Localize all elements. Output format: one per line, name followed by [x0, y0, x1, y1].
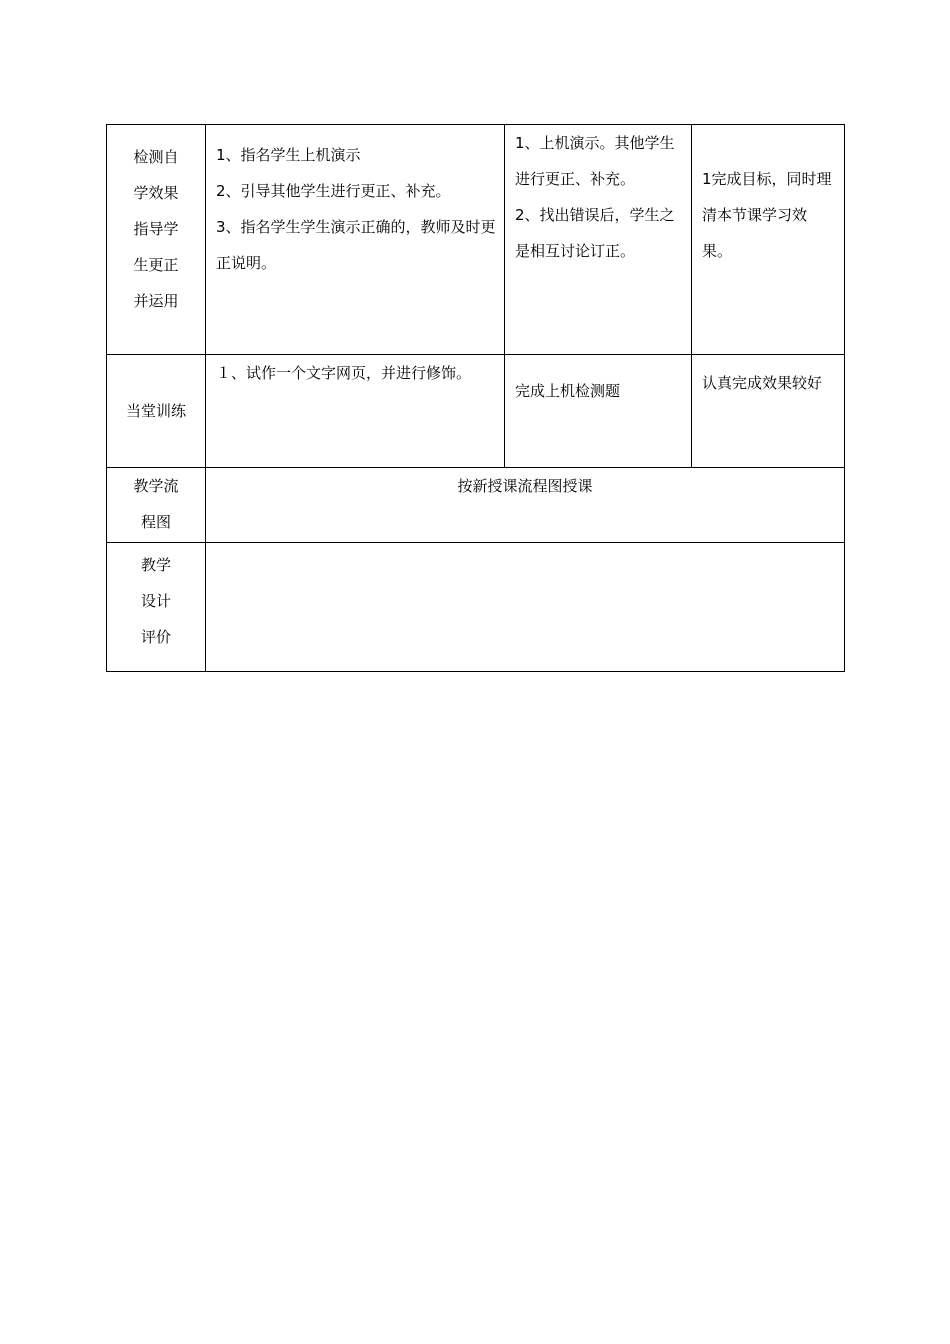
row-label-cell — [107, 125, 206, 355]
teacher-activity-text: １、试作一个文字网页，并进行修饰。 — [216, 364, 472, 382]
student-activity-cell — [505, 355, 692, 468]
student-activity-text: 完成上机检测题 — [515, 382, 621, 400]
teacher-activity-cell — [206, 125, 505, 355]
row-label-teaching-flowchart: 教学流 程图 — [133, 477, 179, 531]
table-row — [107, 125, 845, 355]
lesson-plan-table — [106, 124, 845, 672]
row-label-cell — [107, 468, 206, 543]
design-purpose-text: 1完成目标，同时理清本节课学习效果。 — [702, 170, 832, 260]
teacher-activity-text: 1、指名学生上机演示 2、引导其他学生进行更正、补充。 3、指名学生学生演示正确的，教师及时更正说明。 — [216, 146, 496, 272]
teacher-activity-cell — [206, 355, 505, 468]
student-activity-text: 1、上机演示。其他学生进行更正、补充。 2、找出错误后，学生之是相互讨论订正。 — [515, 134, 675, 260]
row-label-self-study-check: 检测自 学效果 指导学 生更正 并运用 — [133, 148, 179, 310]
evaluation-content-text — [206, 543, 844, 555]
design-purpose-cell — [692, 355, 845, 468]
row-label-in-class-practice: 当堂训练 — [125, 402, 186, 420]
design-purpose-cell — [692, 125, 845, 355]
student-activity-cell — [505, 125, 692, 355]
row-label-cell — [107, 543, 206, 672]
evaluation-content-cell — [206, 543, 845, 672]
flowchart-content-text: 按新授课流程图授课 — [457, 477, 593, 495]
table-row — [107, 468, 845, 543]
row-label-cell — [107, 355, 206, 468]
flowchart-content-cell — [206, 468, 845, 543]
row-label-design-evaluation: 教学 设计 评价 — [140, 556, 171, 646]
table-row — [107, 543, 845, 672]
table-row — [107, 355, 845, 468]
design-purpose-text: 认真完成效果较好 — [702, 374, 823, 392]
